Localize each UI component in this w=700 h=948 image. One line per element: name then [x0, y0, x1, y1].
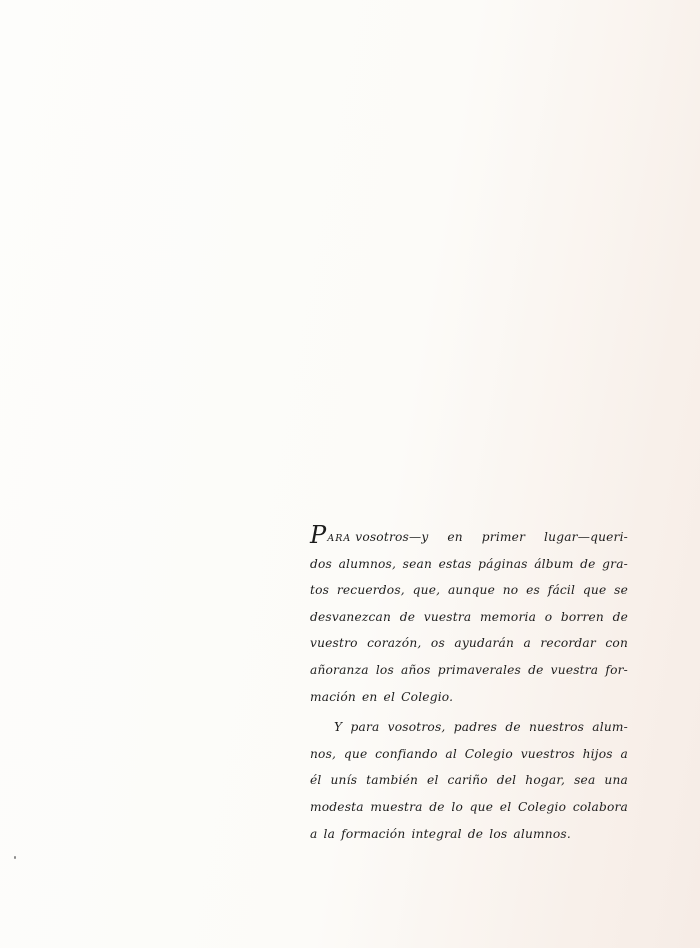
paragraph-2-line-5: a la formación integral de los alumnos.: [310, 826, 571, 841]
dedication-text: [310, 521, 628, 847]
paragraph-2-line-4: modesta muestra de lo que el Colegio colabora: [310, 799, 628, 814]
small-caps-word: ARA: [327, 533, 352, 544]
paragraph-1-line-2: dos alumnos, sean estas páginas álbum de gra-: [310, 556, 628, 571]
line-text: vosotros—y en primer lugar—queri-: [355, 530, 628, 544]
paragraph-1-line-1: [310, 521, 628, 551]
paragraph-2-line-2: nos, que confiando al Colegio vuestros hijos a: [310, 746, 628, 761]
paragraph-1-line-4: desvanezcan de vuestra memoria o borren de: [310, 609, 628, 624]
paragraph-2-line-3: él unís también el cariño del hogar, sea una: [310, 773, 628, 788]
drop-cap-initial: P: [310, 521, 327, 549]
paragraph-1-line-7: mación en el Colegio.: [310, 689, 454, 704]
paragraph-1-line-6: añoranza los años primaverales de vuestra for-: [310, 662, 628, 677]
paragraph-2-line-1: Y para vosotros, padres de nuestros alum-: [334, 720, 628, 735]
paragraph-1-line-5: vuestro corazón, os ayudarán a recordar con: [310, 636, 628, 651]
paper-speck: [14, 856, 16, 859]
paragraph-1-line-3: tos recuerdos, que, aunque no es fácil que se: [310, 583, 628, 598]
